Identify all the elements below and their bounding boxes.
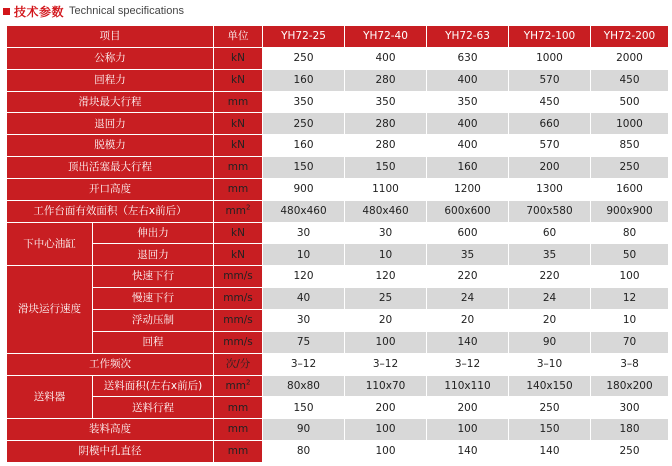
row-unit: kN [214,222,263,244]
row-label: 顶出活塞最大行程 [7,157,214,179]
value-cell: 3–12 [345,353,427,375]
header-model: YH72-25 [263,26,345,48]
row-label: 装料高度 [7,419,214,441]
value-cell: 80 [591,222,669,244]
row-unit: 次/分 [214,353,263,375]
row-label: 回程 [93,331,214,353]
table-row [7,47,669,69]
value-cell: 140 [509,441,591,463]
table-row [7,375,669,397]
value-cell: 900 [263,178,345,200]
value-cell: 200 [509,157,591,179]
value-cell: 150 [345,157,427,179]
value-cell: 25 [345,288,427,310]
table-row [7,91,669,113]
value-cell: 450 [509,91,591,113]
row-label: 工作台面有效面积（左右x前后） [7,200,214,222]
value-cell: 850 [591,135,669,157]
row-unit: kN [214,135,263,157]
value-cell: 80x80 [263,375,345,397]
value-cell: 150 [263,397,345,419]
value-cell: 250 [591,441,669,463]
value-cell: 75 [263,331,345,353]
spec-table [6,25,669,463]
value-cell: 1000 [591,113,669,135]
value-cell: 200 [427,397,509,419]
row-label: 阴模中孔直径 [7,441,214,463]
value-cell: 480x460 [345,200,427,222]
value-cell: 3–12 [427,353,509,375]
table-row [7,244,669,266]
value-cell: 220 [427,266,509,288]
value-cell: 100 [427,419,509,441]
value-cell: 160 [263,69,345,91]
value-cell: 100 [345,419,427,441]
value-cell: 20 [509,309,591,331]
table-row [7,222,669,244]
value-cell: 40 [263,288,345,310]
row-label: 公称力 [7,47,214,69]
value-cell: 70 [591,331,669,353]
value-cell: 30 [345,222,427,244]
unit-text: mm [225,204,246,217]
value-cell: 660 [509,113,591,135]
value-cell: 24 [427,288,509,310]
value-cell: 160 [427,157,509,179]
row-label: 浮动压制 [93,309,214,331]
value-cell: 180x200 [591,375,669,397]
value-cell: 20 [427,309,509,331]
value-cell: 450 [591,69,669,91]
value-cell: 110x70 [345,375,427,397]
value-cell: 50 [591,244,669,266]
row-unit: kN [214,69,263,91]
table-row [7,441,669,463]
section-heading [3,3,184,19]
value-cell: 140 [427,331,509,353]
table-row [7,178,669,200]
value-cell: 90 [263,419,345,441]
value-cell: 1100 [345,178,427,200]
value-cell: 90 [509,331,591,353]
value-cell: 900x900 [591,200,669,222]
value-cell: 1200 [427,178,509,200]
unit-superscript: 2 [246,378,251,387]
value-cell: 1300 [509,178,591,200]
header-unit: 单位 [214,26,263,48]
table-row [7,419,669,441]
row-label: 退回力 [7,113,214,135]
value-cell: 280 [345,135,427,157]
row-label: 快速下行 [93,266,214,288]
value-cell: 630 [427,47,509,69]
value-cell: 500 [591,91,669,113]
header-model: YH72-200 [591,26,669,48]
row-unit: mm [214,157,263,179]
value-cell: 300 [591,397,669,419]
row-unit: mm/s [214,331,263,353]
header-model: YH72-63 [427,26,509,48]
value-cell: 200 [345,397,427,419]
value-cell: 80 [263,441,345,463]
value-cell: 140x150 [509,375,591,397]
value-cell: 180 [591,419,669,441]
value-cell: 12 [591,288,669,310]
row-unit [214,200,263,222]
row-label: 退回力 [93,244,214,266]
row-unit: mm/s [214,288,263,310]
value-cell: 250 [509,397,591,419]
group-label: 下中心油缸 [7,222,93,266]
row-label: 送料面积(左右x前后) [93,375,214,397]
value-cell: 1600 [591,178,669,200]
table-row [7,135,669,157]
row-unit: mm/s [214,266,263,288]
unit-superscript: 2 [246,203,251,212]
value-cell: 2000 [591,47,669,69]
value-cell: 400 [427,113,509,135]
row-unit: mm [214,178,263,200]
value-cell: 600x600 [427,200,509,222]
row-unit: mm [214,91,263,113]
heading-title-cn: 技术参数 [14,4,65,19]
table-row [7,309,669,331]
table-row [7,266,669,288]
row-label: 脱模力 [7,135,214,157]
value-cell: 60 [509,222,591,244]
header-model: YH72-40 [345,26,427,48]
heading-title-en: Technical specifications [69,5,184,17]
table-row [7,113,669,135]
value-cell: 570 [509,135,591,157]
value-cell: 350 [345,91,427,113]
value-cell: 3–10 [509,353,591,375]
value-cell: 120 [263,266,345,288]
value-cell: 24 [509,288,591,310]
value-cell: 3–8 [591,353,669,375]
value-cell: 250 [591,157,669,179]
row-unit: mm [214,419,263,441]
group-label: 滑块运行速度 [7,266,93,353]
value-cell: 150 [263,157,345,179]
header-model: YH72-100 [509,26,591,48]
value-cell: 1000 [509,47,591,69]
table-row [7,288,669,310]
value-cell: 400 [345,47,427,69]
row-unit [214,375,263,397]
value-cell: 100 [591,266,669,288]
header-item: 项目 [7,26,214,48]
row-unit: mm/s [214,309,263,331]
table-header-row [7,26,669,48]
row-label: 伸出力 [93,222,214,244]
value-cell: 100 [345,441,427,463]
value-cell: 120 [345,266,427,288]
value-cell: 30 [263,222,345,244]
value-cell: 400 [427,69,509,91]
value-cell: 35 [509,244,591,266]
value-cell: 570 [509,69,591,91]
table-row [7,331,669,353]
value-cell: 400 [427,135,509,157]
value-cell: 30 [263,309,345,331]
value-cell: 350 [427,91,509,113]
value-cell: 10 [263,244,345,266]
value-cell: 160 [263,135,345,157]
value-cell: 250 [263,47,345,69]
row-label: 开口高度 [7,178,214,200]
value-cell: 350 [263,91,345,113]
row-unit: kN [214,47,263,69]
row-unit: mm [214,441,263,463]
table-row [7,157,669,179]
row-label: 慢速下行 [93,288,214,310]
value-cell: 110x110 [427,375,509,397]
unit-text: mm [225,379,246,392]
row-unit: mm [214,397,263,419]
value-cell: 150 [509,419,591,441]
row-label: 回程力 [7,69,214,91]
value-cell: 250 [263,113,345,135]
value-cell: 600 [427,222,509,244]
value-cell: 35 [427,244,509,266]
row-unit: kN [214,113,263,135]
row-label: 工作频次 [7,353,214,375]
value-cell: 140 [427,441,509,463]
value-cell: 100 [345,331,427,353]
heading-square-icon [3,8,10,15]
row-label: 送料行程 [93,397,214,419]
group-label: 送料器 [7,375,93,419]
value-cell: 700x580 [509,200,591,222]
value-cell: 3–12 [263,353,345,375]
table-row [7,200,669,222]
row-label: 滑块最大行程 [7,91,214,113]
value-cell: 280 [345,69,427,91]
table-row [7,353,669,375]
table-row [7,397,669,419]
value-cell: 10 [591,309,669,331]
value-cell: 480x460 [263,200,345,222]
row-unit: kN [214,244,263,266]
value-cell: 10 [345,244,427,266]
table-row [7,69,669,91]
value-cell: 20 [345,309,427,331]
value-cell: 220 [509,266,591,288]
value-cell: 280 [345,113,427,135]
